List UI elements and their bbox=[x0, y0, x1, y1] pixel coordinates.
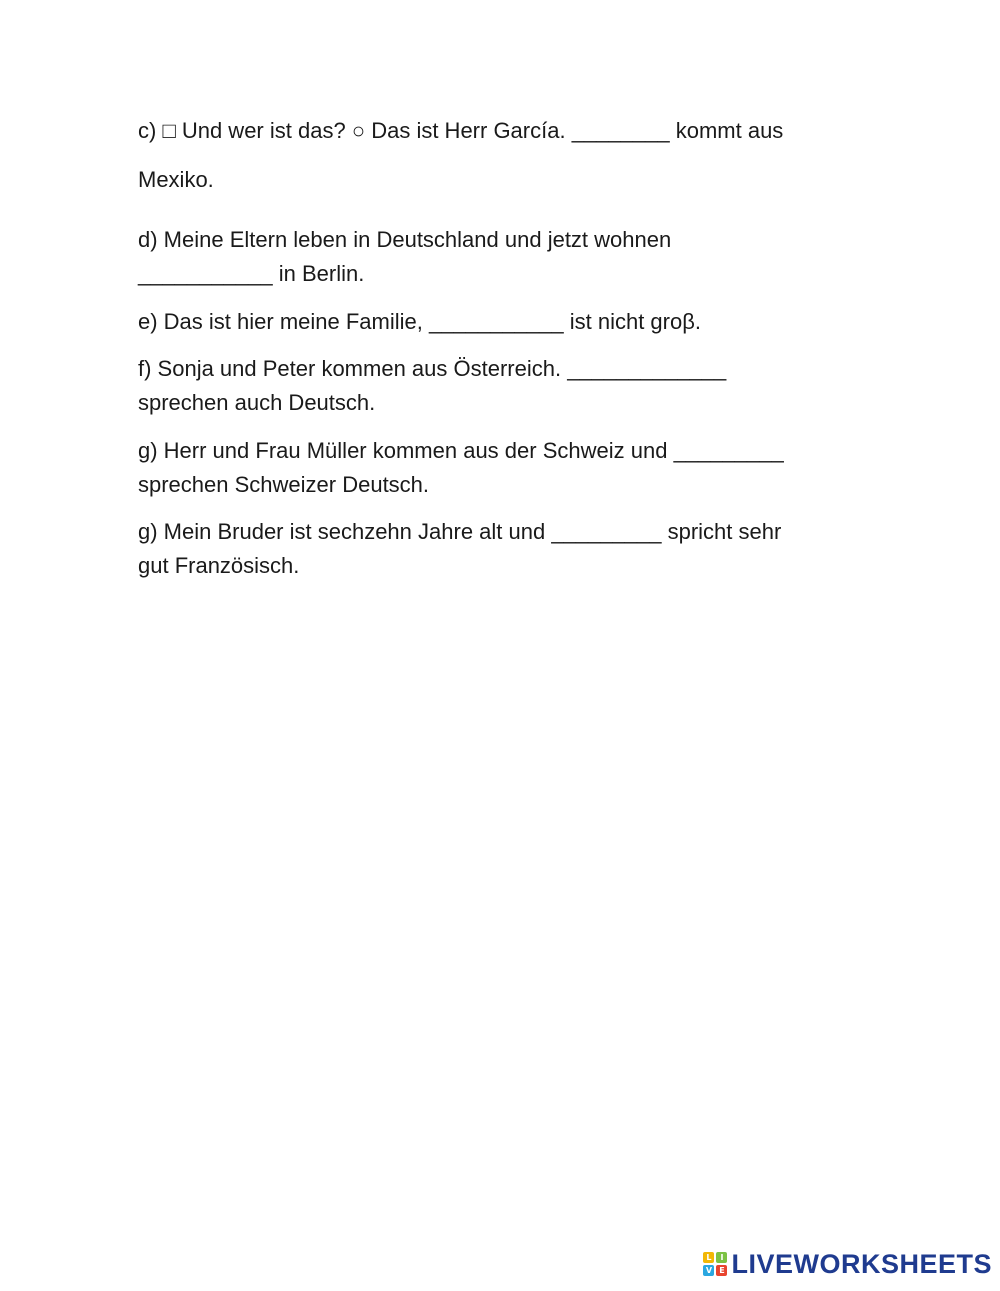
exercise-g-2-line-1 bbox=[138, 515, 838, 549]
exercise-c-line-2: Mexiko. bbox=[138, 167, 214, 192]
exercise-f-line-2: sprechen auch Deutsch. bbox=[138, 390, 376, 415]
exercise-g-2 bbox=[138, 515, 838, 583]
exercise-c-text: c) □ Und wer ist das? ○ Das ist Herr García. bbox=[138, 118, 566, 143]
brand-name: LIVEWORKSHEETS bbox=[731, 1248, 992, 1279]
exercise-g-2-blank[interactable]: _________ bbox=[551, 519, 662, 544]
exercise-g-1-text: g) Herr und Frau Müller kommen aus der Schweiz und bbox=[138, 438, 668, 463]
exercise-f-text: f) Sonja und Peter kommen aus Österreich. bbox=[138, 356, 562, 381]
exercise-e-line-1 bbox=[138, 305, 838, 339]
exercise-c-text-after: kommt aus bbox=[675, 118, 784, 143]
exercise-f bbox=[138, 352, 838, 420]
exercise-d bbox=[138, 223, 838, 291]
exercise-g-1-line-1 bbox=[138, 434, 838, 468]
exercise-g-1 bbox=[138, 434, 838, 502]
exercise-d-text-after: in Berlin. bbox=[278, 261, 365, 286]
exercise-g-2-text: g) Mein Bruder ist sechzehn Jahre alt und bbox=[138, 519, 546, 544]
exercise-f-line-1 bbox=[138, 352, 838, 386]
logo-tile-v: V bbox=[703, 1265, 714, 1276]
liveworksheets-brand[interactable] bbox=[703, 1247, 992, 1281]
liveworksheets-logo-icon bbox=[703, 1252, 727, 1276]
exercise-c-line-1 bbox=[138, 114, 838, 148]
exercise-e-text-after: ist nicht groβ. bbox=[569, 309, 701, 334]
logo-tile-i: I bbox=[716, 1252, 727, 1263]
exercise-g-1-line-2: sprechen Schweizer Deutsch. bbox=[138, 472, 430, 497]
exercise-c-continued bbox=[138, 163, 838, 197]
exercise-d-line-2 bbox=[138, 257, 838, 291]
exercise-g-1-blank[interactable]: _________ bbox=[673, 438, 784, 463]
exercise-e-blank[interactable]: ___________ bbox=[429, 309, 564, 334]
logo-tile-e: E bbox=[716, 1265, 727, 1276]
exercise-d-blank[interactable]: ___________ bbox=[138, 261, 273, 286]
exercise-e bbox=[138, 305, 838, 339]
exercise-c bbox=[138, 114, 838, 148]
exercise-e-text: e) Das ist hier meine Familie, bbox=[138, 309, 423, 334]
exercise-c-blank[interactable]: ________ bbox=[571, 118, 670, 143]
logo-tile-l: L bbox=[703, 1252, 714, 1263]
exercise-f-blank[interactable]: _____________ bbox=[567, 356, 727, 381]
exercise-d-line-1: d) Meine Eltern leben in Deutschland und jetzt wohnen bbox=[138, 227, 672, 252]
exercise-g-2-text-after: spricht sehr bbox=[667, 519, 782, 544]
exercise-g-2-line-2: gut Französisch. bbox=[138, 553, 300, 578]
